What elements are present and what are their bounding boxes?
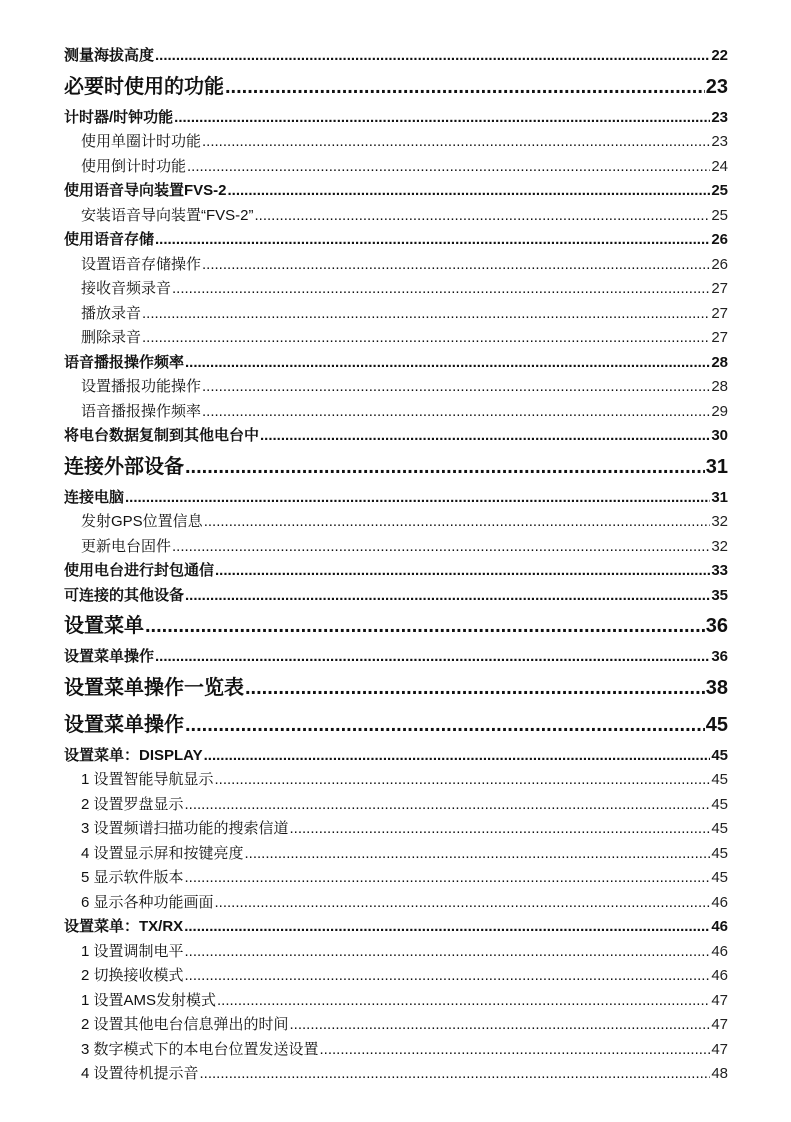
toc-entry-page-number: 32 bbox=[711, 513, 728, 530]
toc-entry-title: 2 设置罗盘显示 bbox=[81, 795, 184, 813]
toc-entry-page-number: 36 bbox=[711, 648, 728, 665]
dot-leader bbox=[185, 449, 705, 486]
toc-entry-title: 设置菜单：TX/RX bbox=[64, 918, 184, 935]
toc-entry-page-number: 46 bbox=[711, 893, 728, 911]
toc-subsection-entry[interactable] bbox=[64, 253, 728, 278]
toc-entry-title: 使用单圈计时功能 bbox=[81, 133, 202, 150]
table-of-contents bbox=[64, 44, 728, 1087]
toc-subsection-entry[interactable] bbox=[64, 964, 728, 989]
toc-subsection-entry[interactable] bbox=[64, 842, 728, 867]
toc-section-entry[interactable] bbox=[64, 228, 728, 253]
dot-leader bbox=[145, 608, 705, 645]
toc-section-entry[interactable] bbox=[64, 584, 728, 609]
toc-entry-page-number: 31 bbox=[705, 455, 728, 478]
toc-entry-title: 1 设置智能导航显示 bbox=[81, 771, 214, 788]
toc-subsection-entry[interactable] bbox=[64, 1038, 728, 1063]
toc-section-entry[interactable] bbox=[64, 744, 728, 769]
toc-entry-title: 计时器/时钟功能 bbox=[64, 108, 174, 126]
toc-entry-page-number: 45 bbox=[711, 746, 728, 764]
toc-subsection-entry[interactable] bbox=[64, 400, 728, 425]
toc-section-entry[interactable] bbox=[64, 179, 728, 204]
toc-entry-page-number: 29 bbox=[711, 402, 728, 420]
toc-entry-title: 使用电台进行封包通信 bbox=[64, 562, 215, 579]
toc-entry-title: 3 数字模式下的本电台位置发送设置 bbox=[81, 1040, 319, 1058]
toc-entry-page-number: 45 bbox=[711, 820, 728, 837]
toc-subsection-entry[interactable] bbox=[64, 510, 728, 535]
dot-leader bbox=[185, 866, 711, 891]
toc-entry-page-number: 28 bbox=[711, 378, 728, 395]
toc-entry-page-number: 45 bbox=[711, 869, 728, 886]
toc-entry-page-number: 23 bbox=[711, 108, 728, 126]
toc-entry-title: 发射GPS位置信息 bbox=[81, 513, 203, 530]
toc-entry-page-number: 31 bbox=[711, 488, 728, 506]
toc-subsection-entry[interactable] bbox=[64, 277, 728, 302]
dot-leader bbox=[202, 130, 710, 155]
dot-leader bbox=[202, 400, 710, 425]
toc-entry-title: 4 设置待机提示音 bbox=[81, 1065, 199, 1082]
toc-chapter-entry[interactable] bbox=[64, 449, 728, 486]
dot-leader bbox=[142, 326, 710, 351]
dot-leader bbox=[320, 1038, 711, 1063]
toc-entry-title: 3 设置频谱扫描功能的搜索信道 bbox=[81, 820, 289, 837]
toc-entry-title: 设置语音存储操作 bbox=[81, 255, 202, 273]
toc-entry-page-number: 25 bbox=[711, 206, 728, 224]
dot-leader bbox=[290, 817, 711, 842]
toc-section-entry[interactable] bbox=[64, 106, 728, 131]
toc-entry-title: 使用语音导向装置FVS-2 bbox=[64, 182, 227, 199]
toc-entry-title: 1 设置调制电平 bbox=[81, 942, 184, 960]
dot-leader bbox=[155, 645, 710, 670]
toc-section-entry[interactable] bbox=[64, 351, 728, 376]
toc-entry-title: 2 设置其他电台信息弹出的时间 bbox=[81, 1016, 289, 1033]
toc-entry-title: 接收音频录音 bbox=[81, 280, 172, 297]
toc-subsection-entry[interactable] bbox=[64, 989, 728, 1014]
dot-leader bbox=[290, 1013, 711, 1038]
dot-leader bbox=[255, 204, 711, 229]
dot-leader bbox=[202, 253, 710, 278]
dot-leader bbox=[185, 351, 710, 376]
toc-entry-title: 使用倒计时功能 bbox=[81, 157, 187, 175]
toc-entry-page-number: 45 bbox=[705, 713, 728, 736]
toc-entry-page-number: 45 bbox=[711, 844, 728, 862]
toc-section-entry[interactable] bbox=[64, 645, 728, 670]
toc-entry-title: 设置菜单操作一览表 bbox=[64, 676, 244, 699]
toc-entry-title: 播放录音 bbox=[81, 304, 142, 322]
toc-entry-page-number: 45 bbox=[711, 771, 728, 788]
toc-entry-page-number: 22 bbox=[711, 47, 728, 64]
toc-entry-title: 可连接的其他设备 bbox=[64, 586, 185, 604]
toc-entry-page-number: 28 bbox=[711, 353, 728, 371]
dot-leader bbox=[204, 744, 711, 769]
toc-entry-title: 语音播报操作频率 bbox=[81, 402, 202, 420]
toc-section-entry[interactable] bbox=[64, 915, 728, 940]
toc-subsection-entry[interactable] bbox=[64, 535, 728, 560]
dot-leader bbox=[185, 940, 711, 965]
toc-entry-title: 2 切换接收模式 bbox=[81, 967, 184, 984]
toc-entry-title: 设置菜单：DISPLAY bbox=[64, 746, 203, 764]
toc-entry-page-number: 45 bbox=[711, 795, 728, 813]
toc-subsection-entry[interactable] bbox=[64, 866, 728, 891]
toc-subsection-entry[interactable] bbox=[64, 768, 728, 793]
toc-entry-page-number: 25 bbox=[711, 182, 728, 199]
toc-subsection-entry[interactable] bbox=[64, 793, 728, 818]
toc-section-entry[interactable] bbox=[64, 424, 728, 449]
toc-subsection-entry[interactable] bbox=[64, 302, 728, 327]
toc-subsection-entry[interactable] bbox=[64, 940, 728, 965]
dot-leader bbox=[228, 179, 711, 204]
dot-leader bbox=[245, 842, 711, 867]
toc-entry-title: 语音播报操作频率 bbox=[64, 353, 185, 371]
toc-entry-page-number: 26 bbox=[711, 255, 728, 273]
toc-chapter-entry[interactable] bbox=[64, 707, 728, 744]
toc-entry-title: 5 显示软件版本 bbox=[81, 869, 184, 886]
dot-leader bbox=[125, 486, 710, 511]
toc-entry-title: 使用语音存储 bbox=[64, 231, 155, 248]
dot-leader bbox=[184, 915, 710, 940]
toc-entry-page-number: 27 bbox=[711, 329, 728, 346]
toc-chapter-entry[interactable] bbox=[64, 670, 728, 707]
toc-entry-page-number: 35 bbox=[711, 586, 728, 604]
toc-entry-page-number: 46 bbox=[711, 967, 728, 984]
toc-entry-page-number: 27 bbox=[711, 304, 728, 322]
toc-entry-title: 安装语音导向装置“FVS-2” bbox=[81, 206, 254, 224]
toc-section-entry[interactable] bbox=[64, 559, 728, 584]
toc-section-entry[interactable] bbox=[64, 44, 728, 69]
dot-leader bbox=[204, 510, 711, 535]
toc-subsection-entry[interactable] bbox=[64, 1062, 728, 1087]
toc-subsection-entry[interactable] bbox=[64, 375, 728, 400]
dot-leader bbox=[200, 1062, 711, 1087]
toc-entry-page-number: 23 bbox=[705, 75, 728, 98]
dot-leader bbox=[245, 670, 705, 707]
toc-entry-title: 设置播报功能操作 bbox=[81, 378, 202, 395]
toc-entry-page-number: 47 bbox=[711, 1040, 728, 1058]
toc-entry-title: 删除录音 bbox=[81, 329, 142, 346]
toc-entry-page-number: 46 bbox=[711, 942, 728, 960]
toc-entry-title: 连接外部设备 bbox=[64, 455, 184, 478]
dot-leader bbox=[187, 155, 710, 180]
toc-entry-title: 测量海拔高度 bbox=[64, 47, 155, 64]
toc-entry-page-number: 30 bbox=[711, 427, 728, 444]
toc-entry-title: 1 设置AMS发射模式 bbox=[81, 991, 217, 1009]
toc-chapter-entry[interactable] bbox=[64, 608, 728, 645]
toc-entry-page-number: 36 bbox=[705, 615, 728, 637]
toc-entry-page-number: 26 bbox=[711, 231, 728, 248]
toc-entry-title: 设置菜单 bbox=[64, 615, 144, 637]
toc-subsection-entry[interactable] bbox=[64, 817, 728, 842]
dot-leader bbox=[215, 559, 710, 584]
toc-subsection-entry[interactable] bbox=[64, 1013, 728, 1038]
toc-entry-title: 必要时使用的功能 bbox=[64, 75, 224, 98]
dot-leader bbox=[172, 277, 710, 302]
toc-entry-title: 6 显示各种功能画面 bbox=[81, 893, 214, 911]
toc-entry-page-number: 23 bbox=[711, 133, 728, 150]
toc-entry-page-number: 47 bbox=[711, 1016, 728, 1033]
toc-entry-title: 更新电台固件 bbox=[81, 537, 172, 555]
toc-section-entry[interactable] bbox=[64, 486, 728, 511]
toc-entry-page-number: 24 bbox=[711, 157, 728, 175]
dot-leader bbox=[225, 69, 705, 106]
dot-leader bbox=[185, 964, 711, 989]
toc-entry-title: 设置菜单操作 bbox=[64, 648, 155, 665]
dot-leader bbox=[174, 106, 710, 131]
toc-entry-title: 设置菜单操作 bbox=[64, 713, 184, 736]
toc-chapter-entry[interactable] bbox=[64, 69, 728, 106]
toc-entry-page-number: 27 bbox=[711, 280, 728, 297]
dot-leader bbox=[155, 228, 710, 253]
toc-entry-page-number: 38 bbox=[705, 676, 728, 699]
dot-leader bbox=[215, 768, 711, 793]
dot-leader bbox=[202, 375, 710, 400]
toc-entry-page-number: 47 bbox=[711, 991, 728, 1009]
toc-entry-title: 将电台数据复制到其他电台中 bbox=[64, 427, 260, 444]
toc-entry-page-number: 32 bbox=[711, 537, 728, 555]
toc-entry-page-number: 46 bbox=[711, 918, 728, 935]
toc-entry-page-number: 48 bbox=[711, 1065, 728, 1082]
toc-subsection-entry[interactable] bbox=[64, 130, 728, 155]
dot-leader bbox=[185, 707, 705, 744]
toc-subsection-entry[interactable] bbox=[64, 204, 728, 229]
dot-leader bbox=[142, 302, 710, 327]
dot-leader bbox=[185, 793, 711, 818]
dot-leader bbox=[172, 535, 710, 560]
toc-subsection-entry[interactable] bbox=[64, 891, 728, 916]
dot-leader bbox=[217, 989, 710, 1014]
dot-leader bbox=[260, 424, 710, 449]
toc-entry-title: 连接电脑 bbox=[64, 488, 125, 506]
toc-entry-title: 4 设置显示屏和按键亮度 bbox=[81, 844, 244, 862]
dot-leader bbox=[185, 584, 710, 609]
dot-leader bbox=[155, 44, 710, 69]
toc-entry-page-number: 33 bbox=[711, 562, 728, 579]
toc-subsection-entry[interactable] bbox=[64, 155, 728, 180]
dot-leader bbox=[215, 891, 711, 916]
toc-subsection-entry[interactable] bbox=[64, 326, 728, 351]
